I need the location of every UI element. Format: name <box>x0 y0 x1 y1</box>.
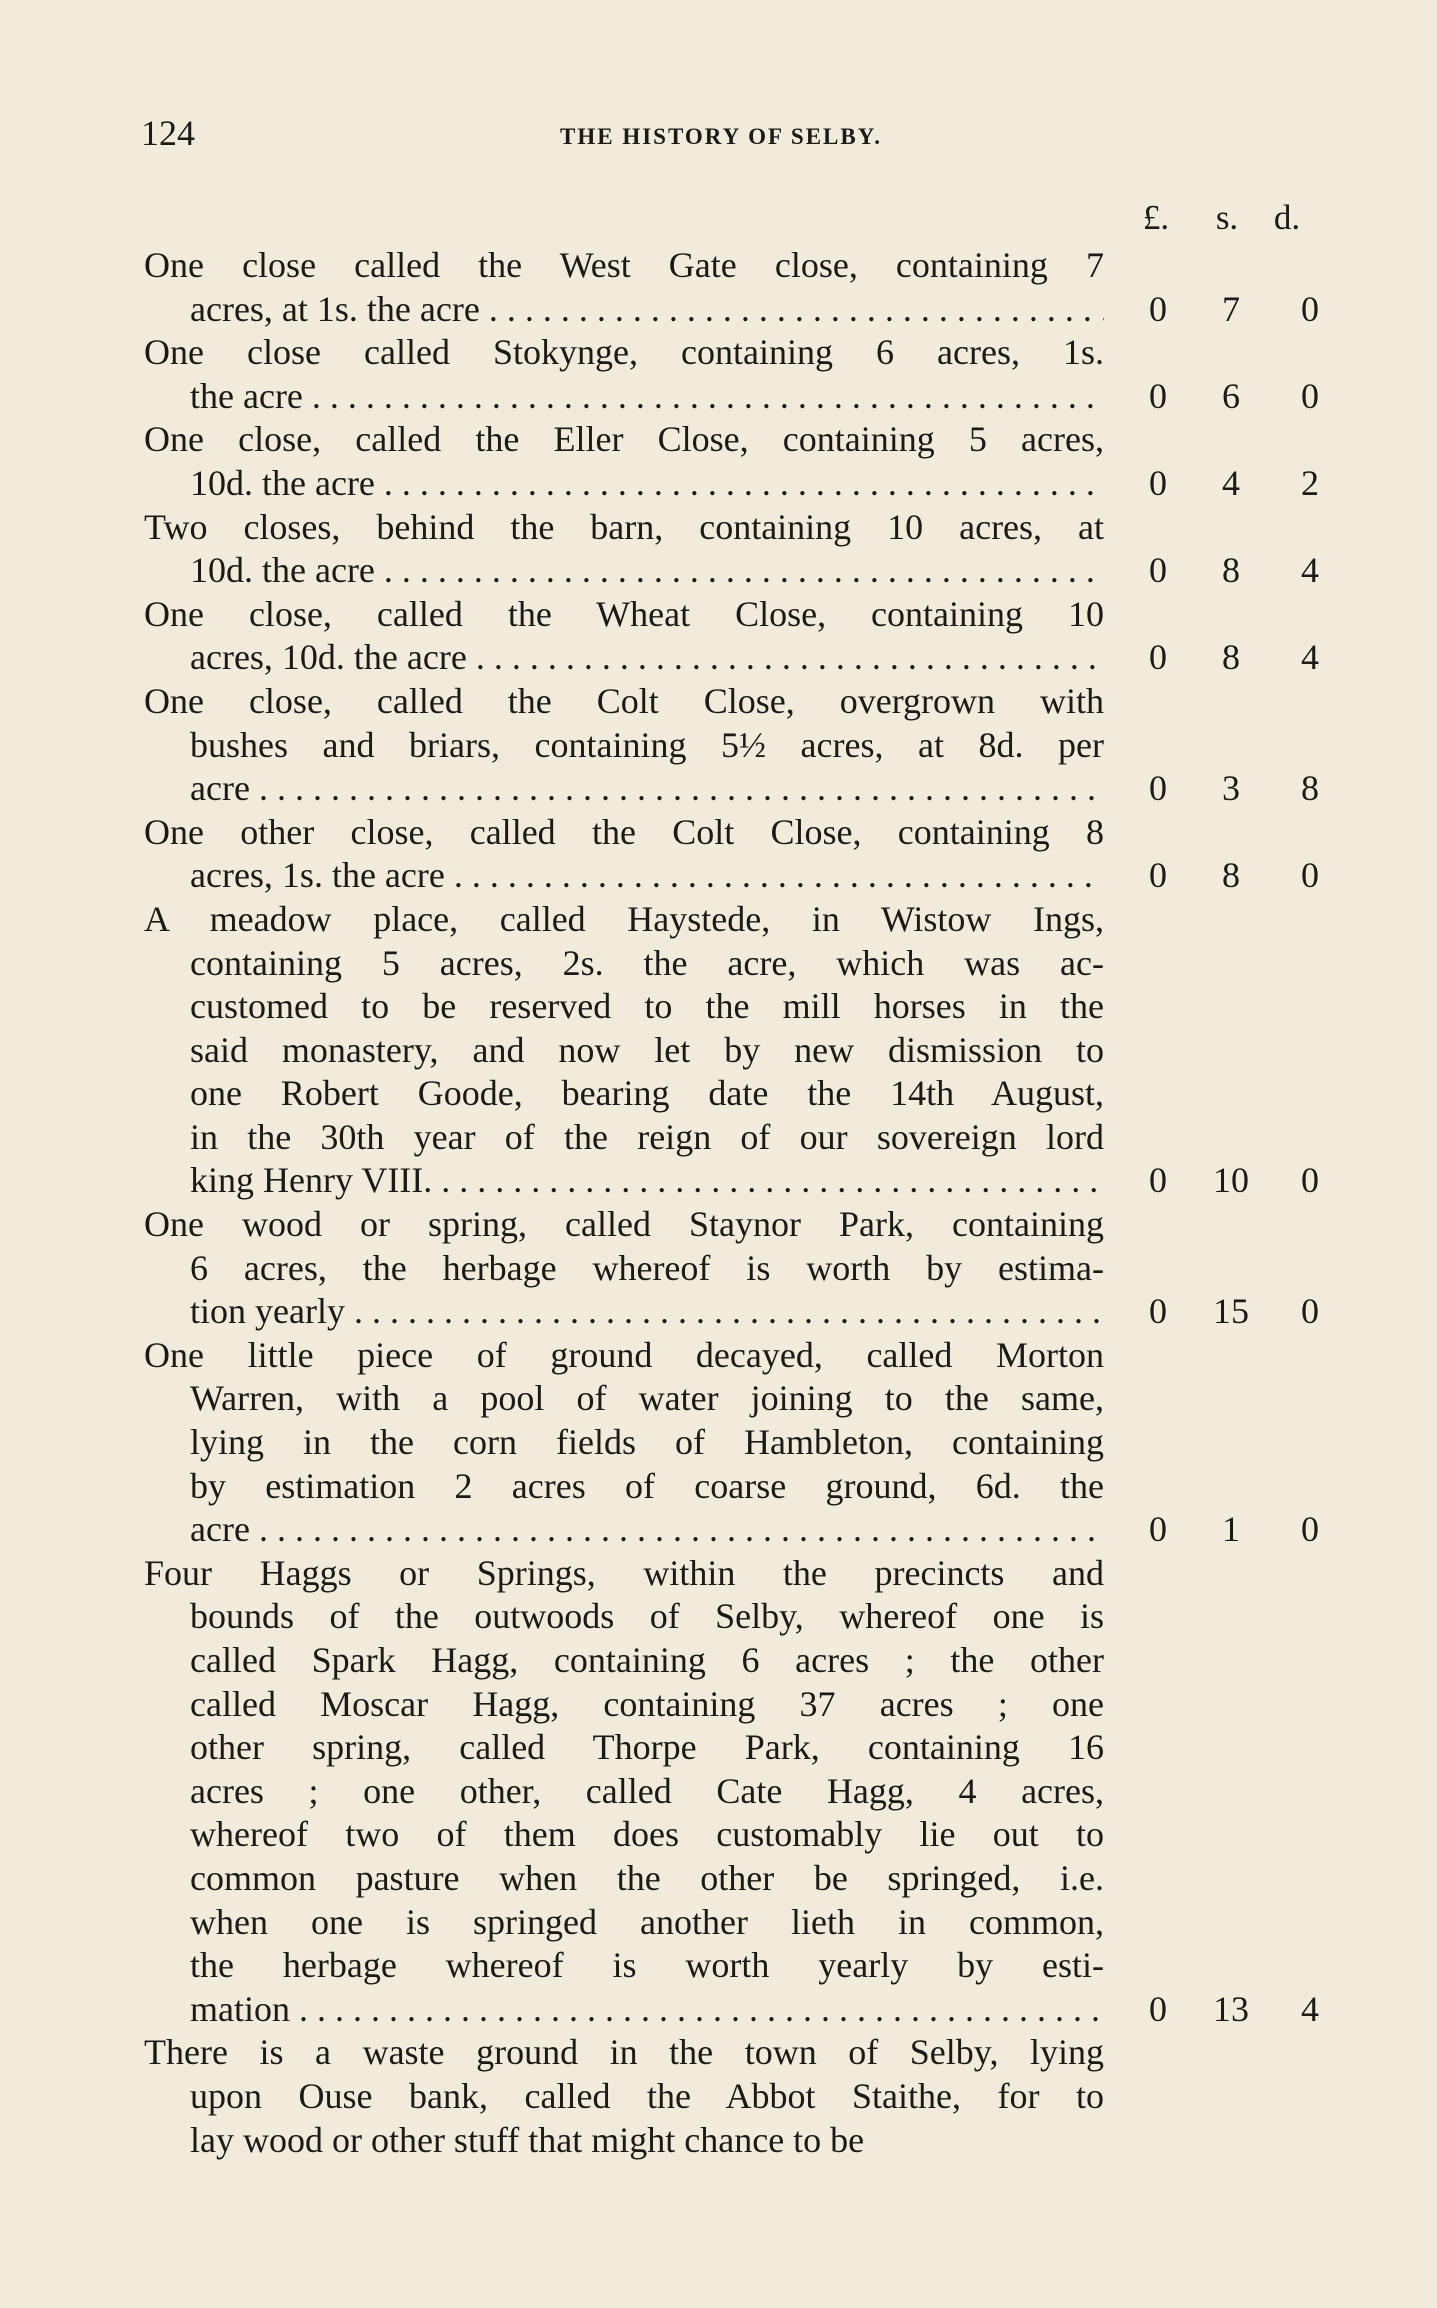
entry-line <box>144 854 1319 898</box>
amount-pence: 4 <box>1301 550 1319 591</box>
rental-entry <box>144 1203 1319 1334</box>
entry-text: by estimation 2 acres of coarse ground, 6d. the <box>190 1465 1104 1506</box>
entry-line <box>144 593 1304 637</box>
entry-line <box>144 1813 1304 1857</box>
entry-line <box>144 331 1304 375</box>
amount-pence: 0 <box>1301 1509 1319 1550</box>
entry-line <box>144 549 1319 593</box>
entry-text: One wood or spring, called Staynor Park, containing <box>144 1204 1104 1245</box>
entry-text: 10d. the acre . . . <box>190 549 1104 593</box>
rental-entry <box>144 244 1319 331</box>
entry-line <box>144 1683 1304 1727</box>
entry-line <box>144 1988 1319 2032</box>
entry-line <box>144 462 1319 506</box>
entry-line <box>144 898 1304 942</box>
entry-line <box>144 1159 1319 1203</box>
amount-pounds: 0 <box>1149 462 1167 503</box>
entry-line <box>144 680 1304 724</box>
entry-text: A meadow place, called Haystede, in Wistow Ings, <box>144 898 1104 939</box>
entry-text: One other close, called the Colt Close, containing 8 <box>144 811 1104 852</box>
entry-text: called Spark Hagg, containing 6 acres ; the other <box>190 1640 1104 1680</box>
amount-shillings: 8 <box>1222 855 1240 896</box>
entry-line <box>144 2075 1304 2119</box>
entry-line <box>144 1857 1304 1901</box>
amount-pounds: 0 <box>1149 855 1167 896</box>
rental-entry <box>144 506 1319 593</box>
entry-text: mation . . . <box>190 1988 1104 2032</box>
entry-text: One little piece of ground decayed, called Morton <box>144 1334 1104 1375</box>
entry-line <box>144 1726 1304 1770</box>
amount-pence: 0 <box>1301 855 1319 896</box>
entry-line <box>144 942 1304 986</box>
rental-entry <box>144 1334 1319 1552</box>
entry-text: One close, called the Colt Close, overgrown with <box>144 680 1104 721</box>
entry-text: acres ; one other, called Cate Hagg, 4 acres, <box>190 1770 1104 1811</box>
amount-pence: 4 <box>1301 637 1319 678</box>
amount-shillings: 13 <box>1213 1988 1249 2029</box>
entry-text: when one is springed another lieth in common, <box>190 1901 1104 1942</box>
entry-text: bushes and briars, containing 5½ acres, at 8d. per <box>190 724 1104 765</box>
amount-pence: 2 <box>1301 462 1319 503</box>
entry-text: One close, called the Eller Close, containing 5 acres, <box>144 419 1104 460</box>
entry-line <box>144 1552 1304 1596</box>
entry-line <box>144 1203 1304 1247</box>
amount-pence: 4 <box>1301 1988 1319 2029</box>
rental-entry <box>144 898 1319 1203</box>
pounds-column-header: £. <box>1142 198 1170 237</box>
entry-text: There is a waste ground in the town of Selby, lying <box>144 2032 1104 2073</box>
rental-entry <box>144 331 1319 418</box>
rental-entry <box>144 593 1319 680</box>
amount-shillings: 15 <box>1213 1291 1249 1332</box>
entry-line <box>144 1029 1304 1073</box>
entry-text: acres, at 1s. the acre . . . <box>190 288 1104 332</box>
entry-line <box>144 1247 1304 1291</box>
entry-line <box>144 636 1319 680</box>
entry-text: king Henry VIII. . . . <box>190 1159 1104 1203</box>
amount-pounds: 0 <box>1149 288 1167 329</box>
amount-pounds: 0 <box>1149 375 1167 416</box>
entry-text: Warren, with a pool of water joining to the same, <box>190 1378 1104 1419</box>
entry-text: whereof two of them does customably lie out to <box>190 1814 1104 1855</box>
rental-entry <box>144 680 1319 811</box>
entry-line <box>144 2031 1304 2075</box>
running-title: THE HISTORY OF SELBY. <box>560 124 882 149</box>
amount-pence: 0 <box>1301 1160 1319 1201</box>
entry-line <box>144 1116 1304 1160</box>
rental-entry <box>144 418 1319 505</box>
entry-line <box>144 244 1304 288</box>
entry-line <box>144 1290 1319 1334</box>
entry-text: One close called Stokynge, containing 6 acres, 1s. <box>144 332 1104 373</box>
entry-line <box>144 1072 1304 1116</box>
page-header <box>141 112 1301 162</box>
entry-line <box>144 1944 1304 1988</box>
entry-text: containing 5 acres, 2s. the acre, which was ac- <box>190 942 1104 983</box>
amount-shillings: 8 <box>1222 637 1240 678</box>
entry-text: Four Haggs or Springs, within the precincts and <box>144 1552 1104 1593</box>
amount-shillings: 6 <box>1222 375 1240 416</box>
rental-entries-list <box>144 244 1319 2162</box>
currency-column-headers <box>0 198 1437 246</box>
entry-line <box>144 506 1304 550</box>
entry-line <box>144 1334 1304 1378</box>
entry-text: said monastery, and now let by new dismission to <box>190 1029 1104 1070</box>
entry-line <box>144 1465 1304 1509</box>
entry-text: acre . . . <box>190 1508 1104 1552</box>
amount-shillings: 4 <box>1222 462 1240 503</box>
shillings-column-header: s. <box>1215 198 1239 237</box>
amount-pounds: 0 <box>1149 1509 1167 1550</box>
entry-line <box>144 1770 1304 1814</box>
entry-text: upon Ouse bank, called the Abbot Staithe, for to <box>190 2075 1104 2116</box>
entry-line <box>144 1595 1304 1639</box>
entry-text: acres, 1s. the acre . . . <box>190 854 1104 898</box>
amount-pounds: 0 <box>1149 1160 1167 1201</box>
entry-line <box>144 375 1319 419</box>
entry-text: acres, 10d. the acre . . . <box>190 636 1104 680</box>
entry-line <box>144 1639 1304 1683</box>
entry-text: acre . . . <box>190 767 1104 811</box>
entry-text: tion yearly . . . <box>190 1290 1104 1334</box>
entry-text: the herbage whereof is worth yearly by esti- <box>190 1945 1104 1986</box>
entry-text: lay wood or other stuff that might chance to be <box>190 2119 865 2160</box>
amount-pence: 0 <box>1301 375 1319 416</box>
entry-text: bounds of the outwoods of Selby, whereof one is <box>190 1596 1104 1637</box>
entry-line <box>144 1377 1304 1421</box>
entry-line <box>144 724 1304 768</box>
entry-text: One close, called the Wheat Close, containing 10 <box>144 593 1104 634</box>
amount-pounds: 0 <box>1149 550 1167 591</box>
amount-pounds: 0 <box>1149 1291 1167 1332</box>
entry-text: 6 acres, the herbage whereof is worth by estima- <box>190 1247 1104 1288</box>
entry-line <box>144 767 1319 811</box>
rental-entry <box>144 2031 1304 2162</box>
pence-column-header: d. <box>1273 198 1301 237</box>
amount-pence: 0 <box>1301 1291 1319 1332</box>
entry-text: called Moscar Hagg, containing 37 acres ; one <box>190 1683 1104 1724</box>
amount-shillings: 10 <box>1213 1160 1249 1201</box>
amount-pence: 0 <box>1301 288 1319 329</box>
amount-shillings: 7 <box>1222 288 1240 329</box>
entry-text: in the 30th year of the reign of our sovereign lord <box>190 1116 1104 1157</box>
rental-entry <box>144 1552 1319 2032</box>
amount-pounds: 0 <box>1149 637 1167 678</box>
amount-pence: 8 <box>1301 768 1319 809</box>
entry-text: Two closes, behind the barn, containing 10 acres, at <box>144 506 1104 547</box>
entry-line <box>144 1421 1304 1465</box>
entry-text: the acre . . . <box>190 375 1104 419</box>
entry-line <box>144 288 1319 332</box>
entry-text: common pasture when the other be springed, i.e. <box>190 1857 1104 1898</box>
entry-text: One close called the West Gate close, containing 7 <box>144 245 1104 285</box>
amount-shillings: 1 <box>1222 1509 1240 1550</box>
amount-pounds: 0 <box>1149 1988 1167 2029</box>
entry-text: one Robert Goode, bearing date the 14th August, <box>190 1073 1104 1114</box>
entry-line <box>144 1508 1319 1552</box>
rental-entry <box>144 811 1319 898</box>
entry-line <box>144 418 1304 462</box>
entry-text: customed to be reserved to the mill horses in the <box>190 986 1104 1027</box>
amount-pounds: 0 <box>1149 768 1167 809</box>
entry-line <box>144 811 1304 855</box>
amount-shillings: 3 <box>1222 768 1240 809</box>
entry-text: lying in the corn fields of Hambleton, containing <box>190 1422 1104 1463</box>
entry-text: other spring, called Thorpe Park, containing 16 <box>190 1727 1104 1768</box>
amount-shillings: 8 <box>1222 550 1240 591</box>
entry-line <box>144 1901 1304 1945</box>
entry-line <box>144 2119 1304 2163</box>
entry-line <box>144 985 1304 1029</box>
entry-text: 10d. the acre . . . <box>190 462 1104 506</box>
page-number: 124 <box>141 113 195 153</box>
